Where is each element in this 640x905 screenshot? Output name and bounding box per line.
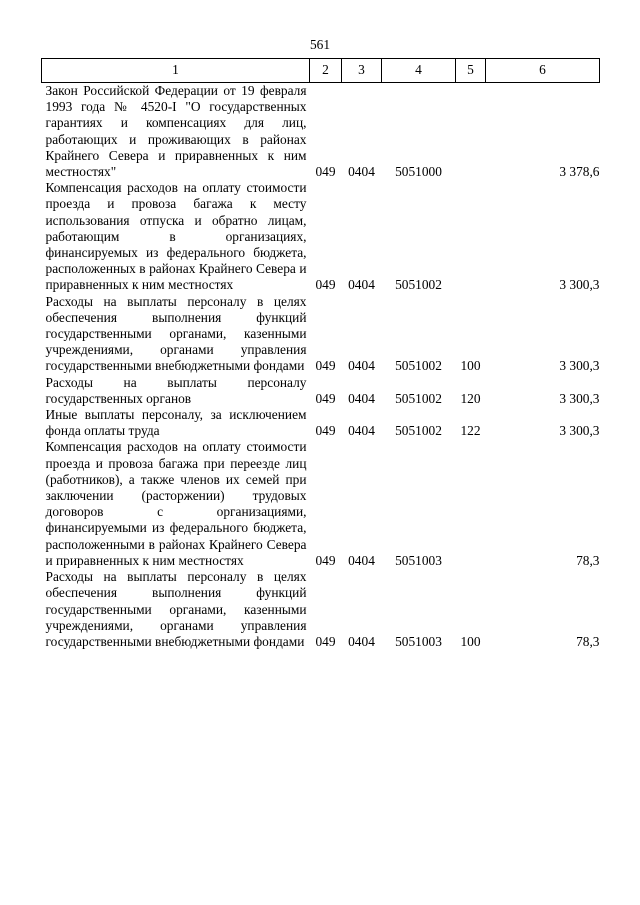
table-row bbox=[42, 407, 600, 439]
table-body bbox=[42, 83, 600, 651]
row-section-code: 0404 bbox=[348, 423, 375, 439]
row-description: Расходы на выплаты персоналу государственных органов bbox=[45, 374, 307, 406]
row-target-article: 5051002 bbox=[395, 358, 442, 374]
row-amount: 3 300,3 bbox=[559, 423, 600, 439]
row-ministry-code: 049 bbox=[315, 358, 336, 374]
row-amount: 78,3 bbox=[576, 552, 600, 568]
row-expense-type: 100 bbox=[460, 633, 481, 649]
column-header-2: 2 bbox=[310, 59, 342, 83]
row-expense-type bbox=[456, 180, 486, 293]
row-description: Компенсация расходов на оплату стоимости проезда и провоза багажа к месту использования отпуска и обратно лицам, работающим в организациях, финансируемых из федерального бюджета, расположенных в районах Крайнего Севера и приравненных к ним местностях bbox=[45, 180, 307, 293]
row-description: Расходы на выплаты персоналу в целях обеспечения выполнения функций государственными органами, казенными учреждениями, органами управления государственными внебюджетными фондами bbox=[45, 293, 307, 374]
row-amount: 3 300,3 bbox=[559, 358, 600, 374]
row-amount: 3 378,6 bbox=[559, 164, 600, 180]
row-expense-type: 120 bbox=[460, 390, 481, 406]
table-row bbox=[42, 375, 600, 407]
column-header-1: 1 bbox=[42, 59, 310, 83]
row-section-code: 0404 bbox=[348, 358, 375, 374]
table-header bbox=[42, 59, 600, 83]
row-ministry-code: 049 bbox=[315, 164, 336, 180]
column-header-4: 4 bbox=[382, 59, 456, 83]
row-ministry-code: 049 bbox=[315, 390, 336, 406]
column-header-5: 5 bbox=[456, 59, 486, 83]
row-target-article: 5051003 bbox=[395, 552, 442, 568]
row-target-article: 5051002 bbox=[395, 423, 442, 439]
column-header-6: 6 bbox=[486, 59, 600, 83]
row-section-code: 0404 bbox=[348, 633, 375, 649]
row-target-article: 5051002 bbox=[395, 277, 442, 293]
table-row bbox=[42, 180, 600, 293]
row-ministry-code: 049 bbox=[315, 277, 336, 293]
row-expense-type bbox=[456, 439, 486, 569]
table-row bbox=[42, 569, 600, 650]
table-row bbox=[42, 439, 600, 569]
row-section-code: 0404 bbox=[348, 390, 375, 406]
row-description: Расходы на выплаты персоналу в целях обеспечения выполнения функций государственными органами, казенными учреждениями, органами управления государственными внебюджетными фондами bbox=[45, 569, 307, 649]
table-row bbox=[42, 83, 600, 181]
row-expense-type: 100 bbox=[460, 358, 481, 374]
page-number: 561 bbox=[309, 37, 331, 52]
row-ministry-code: 049 bbox=[315, 552, 336, 568]
row-ministry-code: 049 bbox=[315, 423, 336, 439]
row-description: Закон Российской Федерации от 19 февраля 1993 года № 4520-I "О государственных гарантиях и компенсациях для лиц, работающих и проживающих в районах Крайнего Севера и приравненных к ним местностях" bbox=[45, 83, 307, 180]
row-target-article: 5051000 bbox=[395, 164, 442, 180]
row-target-article: 5051003 bbox=[395, 633, 442, 649]
row-expense-type: 122 bbox=[460, 423, 481, 439]
row-description: Компенсация расходов на оплату стоимости проезда и провоза багажа при переезде лиц (работников), а также членов их семей при заключении (расторжении) трудовых договоров с организациями, финансируемыми из федерального бюджета, расположенными в районах Крайнего Севера и приравненных к ним местностях bbox=[45, 439, 307, 568]
row-target-article: 5051002 bbox=[395, 390, 442, 406]
row-amount: 78,3 bbox=[576, 633, 600, 649]
row-description: Иные выплаты персоналу, за исключением фонда оплаты труда bbox=[45, 407, 307, 439]
row-section-code: 0404 bbox=[348, 164, 375, 180]
row-amount: 3 300,3 bbox=[559, 277, 600, 293]
row-section-code: 0404 bbox=[348, 277, 375, 293]
table-row bbox=[42, 294, 600, 375]
row-expense-type bbox=[456, 83, 486, 181]
row-amount: 3 300,3 bbox=[559, 390, 600, 406]
budget-table bbox=[41, 58, 600, 650]
row-section-code: 0404 bbox=[348, 552, 375, 568]
column-header-3: 3 bbox=[342, 59, 382, 83]
row-ministry-code: 049 bbox=[315, 633, 336, 649]
